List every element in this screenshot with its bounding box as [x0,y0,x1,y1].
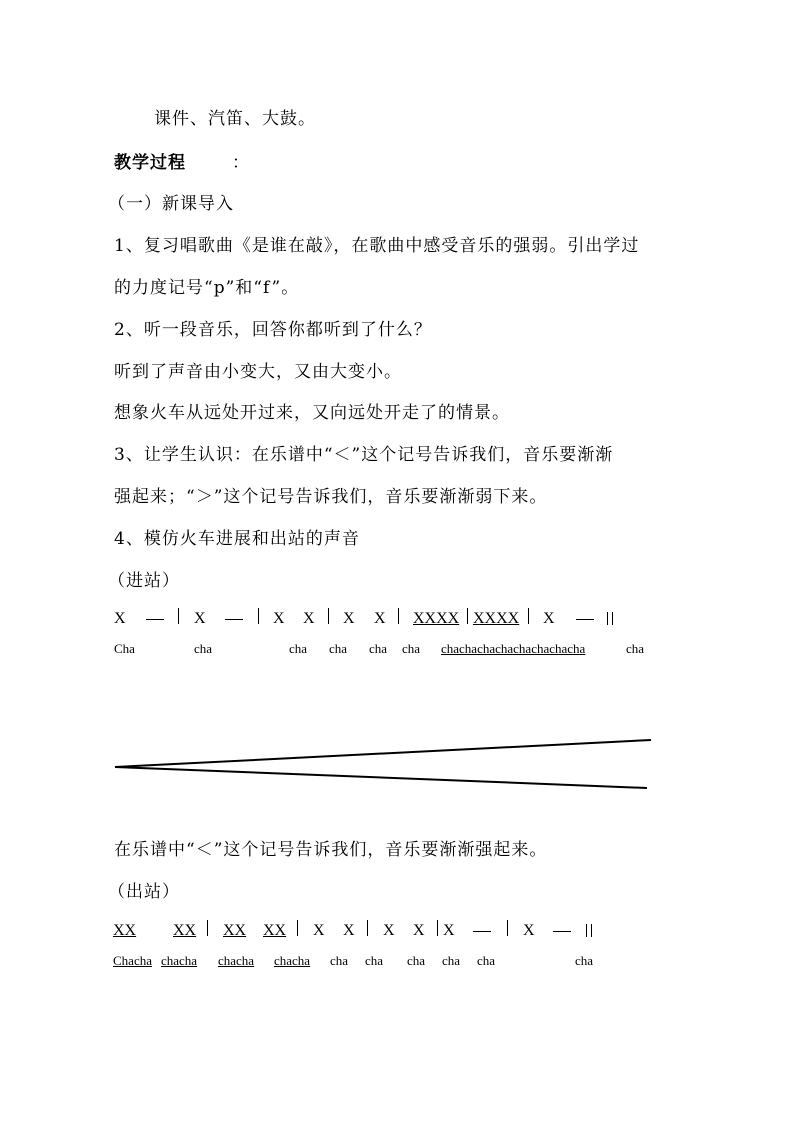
outgoing-label: （出站） [108,882,180,902]
note-group: XXXX [413,610,460,627]
syllable: chacha [274,953,311,968]
syllable-group: chachachachachachachacha [441,641,586,656]
syllable: cha [407,953,426,968]
barline [207,920,208,936]
barline [437,920,438,936]
section-heading: （一）新课导入 [108,194,234,214]
note: X [313,922,325,939]
syllable: cha [365,953,384,968]
syllable: cha [442,953,461,968]
item4-line: 4、模仿火车进展和出站的声音 [114,529,360,549]
syllable: Chacha [113,953,152,968]
extension-dash [473,931,491,932]
process-colon: ： [232,153,250,173]
item3-line-b: 强起来；“＞”这个记号告诉我们，音乐要渐渐弱下来。 [114,487,548,507]
note-group: XX [113,922,137,939]
note: X [413,922,425,939]
answer2-line: 想象火车从远处开过来，又向远处开走了的情景。 [114,403,510,423]
crescendo-note-line: 在乐谱中“＜”这个记号告诉我们，音乐要渐渐强起来。 [114,840,548,860]
note: X [343,610,355,627]
item1-line-b: 的力度记号“p”和“f”。 [114,278,300,298]
note: X [374,610,386,627]
note: X [543,610,555,627]
note-group: XX [263,922,287,939]
syllable: chacha [161,953,198,968]
extension-dash [553,931,571,932]
answer1-line: 听到了声音由小变大，又由大变小。 [114,362,402,382]
syllable: cha [330,953,349,968]
incoming-label: （进站） [108,571,180,591]
note-group: XXXX [473,610,520,627]
note: X [303,610,315,627]
note: X [273,610,285,627]
syllable: cha [402,641,421,656]
note: X [114,610,126,627]
note: X [343,922,355,939]
barline [367,920,368,936]
syllable: cha [626,641,645,656]
syllable: cha [289,641,308,656]
barline [297,920,298,936]
syllable: chacha [218,953,255,968]
materials-line: 课件、汽笛、大鼓。 [154,109,316,129]
note-group: XX [223,922,247,939]
item3-line-a: 3、让学生认识：在乐谱中“＜”这个记号告诉我们，音乐要渐渐 [114,445,614,465]
final-barline [586,924,592,937]
item1-line-a: 1、复习唱歌曲《是谁在敲》，在歌曲中感受音乐的强弱。引出学过 [114,236,640,256]
syllable: cha [329,641,348,656]
syllable: Cha [114,641,135,656]
syllable: cha [369,641,388,656]
syllable: cha [194,641,213,656]
note: X [443,922,455,939]
syllable: cha [477,953,496,968]
note: X [383,922,395,939]
barline [507,920,508,936]
syllable: cha [575,953,594,968]
process-title: 教学过程 [114,153,186,173]
item2-line: 2、听一段音乐，回答你都听到了什么？ [114,320,432,340]
note: X [194,610,206,627]
note-group: XX [173,922,197,939]
note: X [523,922,535,939]
